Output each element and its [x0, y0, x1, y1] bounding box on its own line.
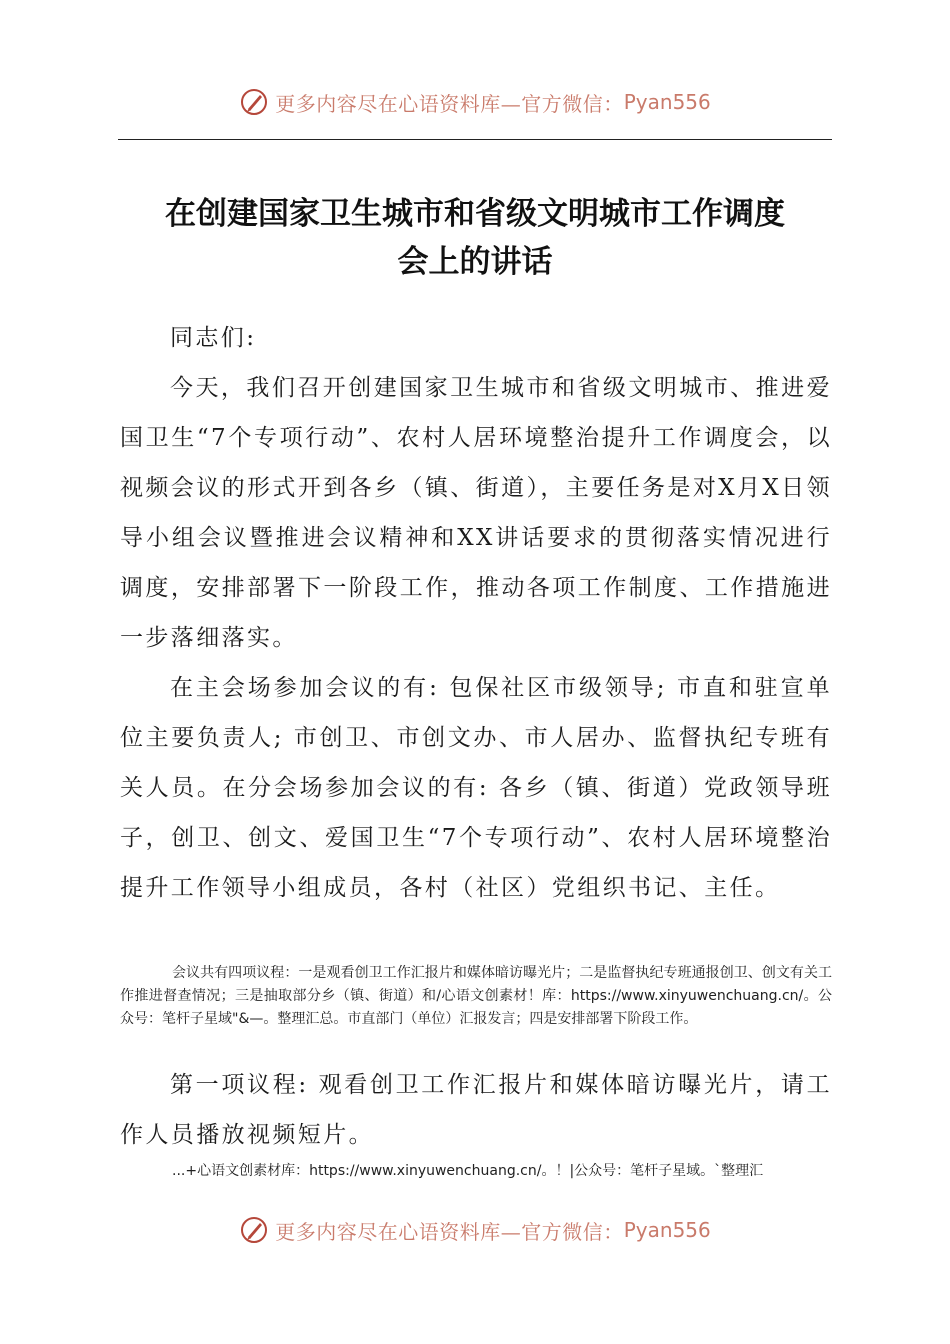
pen-logo-icon: [239, 87, 269, 117]
watermark-note: ...+心语文创素材库：https://www.xinyuwenchuang.cn/。！|公众号：笔杆子星域。`整理汇: [172, 1163, 764, 1179]
banner-text: 更多内容尽在心语资料库—官方微信：: [275, 1219, 624, 1244]
paragraph-3-agenda: 会议共有四项议程：一是观看创卫工作汇报片和媒体暗访曝光片；二是监督执纪专班通报创卫、创文有关工作推进督查情况；三是抽取部分乡（镇、街道）和/心语文创素材！库：https://www.xinyuwenchuang.cn/。公众号：笔杆子星域"&—。整理汇总。市直部门（单位）汇报发言；四是安排部署下阶段工作。: [120, 965, 832, 1027]
paragraph-4: 第一项议程: 观看创卫工作汇报片和媒体暗访曝光片，请工作人员播放视频短片。: [120, 1072, 832, 1148]
header-banner: [0, 82, 950, 122]
banner-wechat-id: Pyan556: [623, 90, 711, 114]
paragraph-1: 今天，我们召开创建国家卫生城市和省级文明城市、推进爱国卫生“7个专项行动”、农村人居环境整治提升工作调度会，以视频会议的形式开到各乡（镇、街道），主要任务是对X月X日领导小组会议暨推进会议精神和XX讲话要求的贯彻落实情况进行调度，安排部署下一阶段工作，推动各项工作制度、工作措施进一步落细落实。: [120, 375, 832, 651]
paragraph-2: 在主会场参加会议的有: 包保社区市级领导; 市直和驻宣单位主要负责人; 市创卫、市创文办、市人居办、监督执纪专班有关人员。在分会场参加会议的有: 各乡（镇、街道）党政领导班子，创卫、创文、爱国卫生“7个专项行动”、农村人居环境整治提升工作领导小组成员，各村（社区）党组织书记、主任。: [120, 675, 832, 901]
banner-wechat-id: Pyan556: [623, 1218, 711, 1242]
pen-logo-icon: [239, 1215, 269, 1245]
title-line-2: 会上的讲话: [397, 244, 553, 280]
greeting: 同志们:: [170, 325, 257, 351]
banner-text: 更多内容尽在心语资料库—官方微信：: [275, 91, 624, 116]
title-line-1: 在创建国家卫生城市和省级文明城市工作调度: [165, 196, 785, 232]
header-rule: [118, 139, 832, 140]
page-title: [100, 190, 850, 286]
footer-banner: [0, 1210, 950, 1250]
